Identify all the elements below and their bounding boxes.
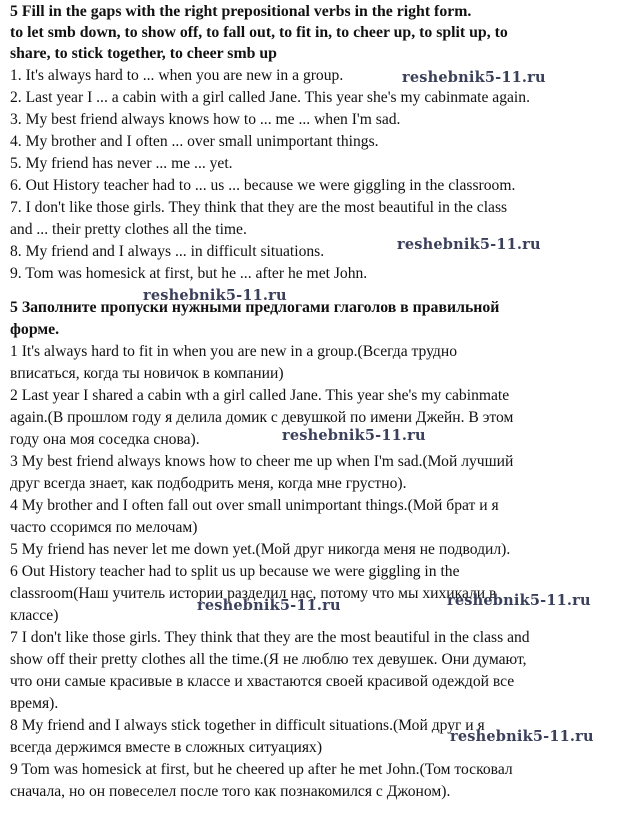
verb-list-line-1: to let smb down, to show off, to fall out, to fit in, to cheer up, to split up, to [10,24,508,41]
answer-line: друг всегда знает, как подбодрить меня, когда мне грустно). [10,475,407,492]
answer-line: всегда держимся вместе в сложных ситуациях) [10,739,323,756]
answer-line: году она моя соседка снова). [10,431,200,448]
exercise-item: 7. I don't like those girls. They think that they are the most beautiful in the class [10,199,508,216]
watermark: reshebnik5-11.ru [282,427,426,444]
watermark: reshebnik5-11.ru [197,597,341,614]
answer-line: 8 My friend and I always stick together in difficult situations.(Мой друг и я [10,717,485,734]
exercise-item: 8. My friend and I always ... in difficult situations. [10,243,325,260]
exercise-item: 4. My brother and I often ... over small unimportant things. [10,133,379,150]
answer-line: 2 Last year I shared a cabin wth a girl called Jane. This year she's my cabinmate [10,387,510,404]
watermark: reshebnik5-11.ru [143,287,287,304]
answer-line: 3 My best friend always knows how to cheer me up when I'm sad.(Мой лучший [10,453,514,470]
watermark: reshebnik5-11.ru [397,236,541,253]
answer-line: 6 Out History teacher had to split us up because we were giggling in the [10,563,460,580]
answer-line: classroom(Наш учитель истории разделил нас, потому что мы хихикали в [10,585,497,602]
answer-line: время). [10,695,59,712]
answer-line: что они самые красивые в классе и хвастаются своей красивой одеждой все [10,673,515,690]
answer-line: 4 My brother and I often fall out over small unimportant things.(Мой брат и я [10,497,499,514]
answer-title-cont: форме. [10,321,60,338]
answer-line: 7 I don't like those girls. They think that they are the most beautiful in the class and [10,629,530,646]
watermark: reshebnik5-11.ru [447,592,591,609]
answer-line: show off their pretty clothes all the time.(Я не люблю тех девушек. Они думают, [10,651,527,668]
exercise-item: 5. My friend has never ... me ... yet. [10,155,233,172]
verb-list-line-2: share, to stick together, to cheer smb up [10,45,277,62]
exercise-item: 2. Last year I ... a cabin with a girl called Jane. This year she's my cabinmate again. [10,89,530,106]
answer-title: 5 Заполните пропуски нужными предлогами глаголов в правильной [10,299,500,316]
answer-line: again.(В прошлом году я делила домик с девушкой по имени Джейн. В этом [10,409,514,426]
exercise-item: and ... their pretty clothes all the time. [10,221,247,238]
answer-line: классе) [10,607,59,624]
watermark: reshebnik5-11.ru [402,69,546,86]
watermark: reshebnik5-11.ru [450,728,594,745]
exercise-item: 3. My best friend always knows how to ... me ... when I'm sad. [10,111,401,128]
exercise-title: 5 Fill in the gaps with the right prepositional verbs in the right form. [10,3,472,20]
answer-line: 1 It's always hard to fit in when you are new in a group.(Всегда трудно [10,343,458,360]
answer-line: часто ссоримся по мелочам) [10,519,198,536]
answer-line: 5 My friend has never let me down yet.(Мой друг никогда меня не подводил). [10,541,511,558]
answer-line: вписаться, когда ты новичок в компании) [10,365,284,382]
answer-line: сначала, но он повеселел после того как познакомился с Джоном). [10,783,451,800]
exercise-item: 6. Out History teacher had to ... us ... because we were giggling in the classroom. [10,177,516,194]
exercise-item: 1. It's always hard to ... when you are new in a group. [10,67,344,84]
answer-line: 9 Tom was homesick at first, but he cheered up after he met John.(Том тосковал [10,761,513,778]
exercise-item: 9. Tom was homesick at first, but he ... after he met John. [10,265,368,282]
